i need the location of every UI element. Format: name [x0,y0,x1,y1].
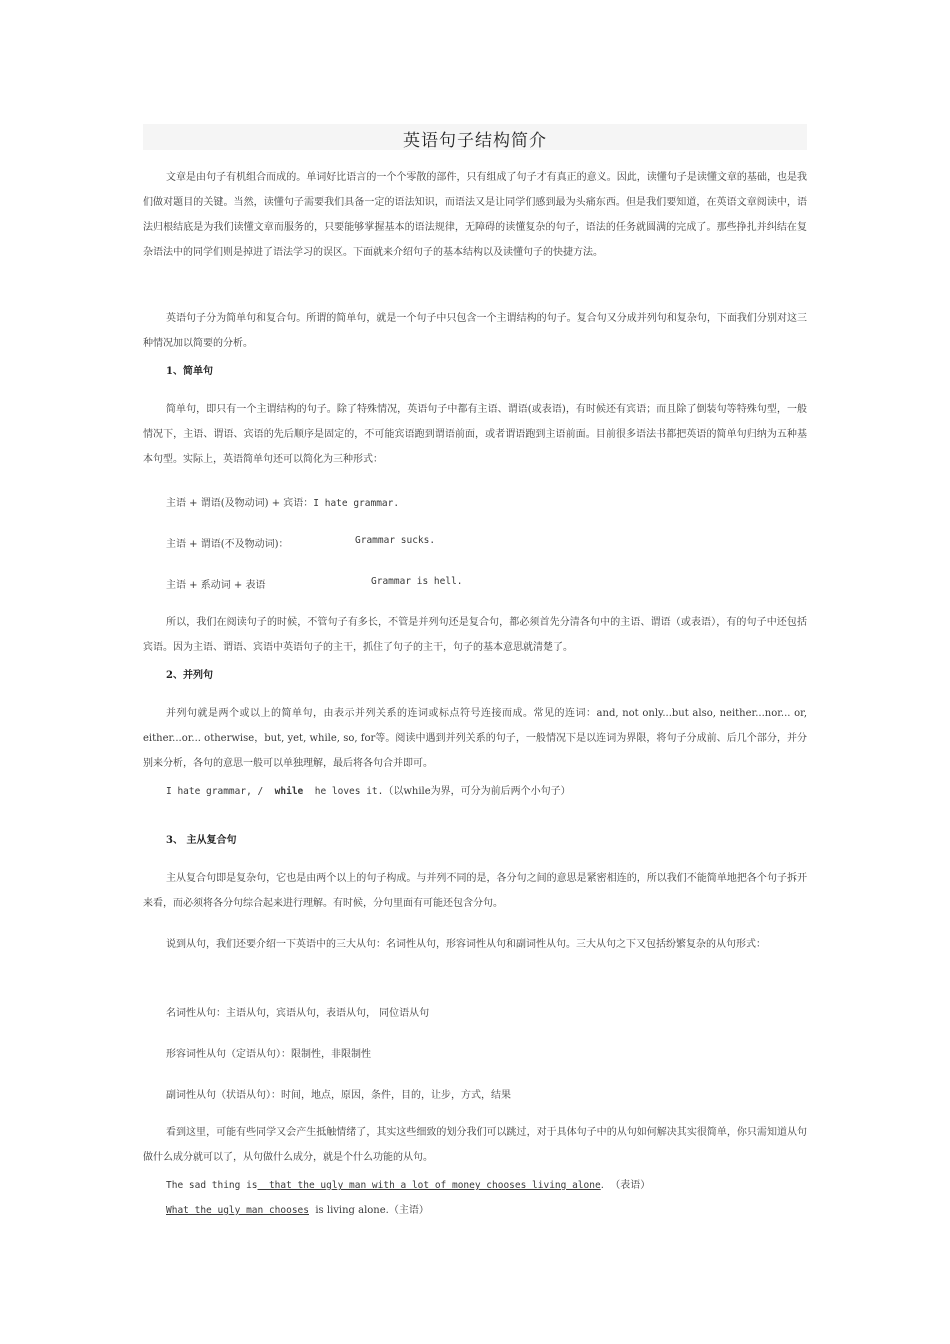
example-conjunction: while [274,786,304,797]
example-suffix: . （表语） [600,1180,651,1191]
form-example: Grammar sucks. [355,535,436,546]
simple-form-2 [166,535,436,550]
intro-paragraph-1: 文章是由句子有机组合而成的。单词好比语言的一个个零散的部件，只有组成了句子才有真正的意义。因此，读懂句子是读懂文章的基础，也是我们做对题目的关键。当然，读懂句子需要我们具备一定的语法知识，而语法又是让同学们感到最为头痛东西。但是我们要知道，在英语文章阅读中，语法归根结底是为我们读懂文章而服务的，只要能够掌握基本的语法规律，无障碍的读懂复杂的句子，语法的任务就圆满的完成了。那些挣扎并纠结在复杂语法中的同学们则是掉进了语法学习的误区。下面就来介绍句子的基本结构以及读懂句子的快捷方法。 [143,172,807,258]
form-label: 主语 + 系动词 + 表语 [166,580,266,591]
form-label: 主语 + 谓语(及物动词) + 宾语： [166,498,314,509]
example-prefix: The sad thing is [166,1180,258,1191]
example-part-b: he loves it. [303,786,384,797]
page-title: 英语句子结构简介 [403,131,547,151]
complex-example-2 [166,1201,429,1216]
complex-paragraph-3: 看到这里，可能有些同学又会产生抵触情绪了，其实这些细致的划分我们可以跳过，对于具体句子中的从句如何解决其实很简单，你只需知道从句做什么成分就可以了，从句做什么成分，就是个什么功能的从句。 [143,1127,807,1163]
clause-type-adjective: 形容词性从句（定语从句）：限制性，非限制性 [166,1049,371,1060]
form-example: Grammar is hell. [371,576,463,587]
complex-paragraph-2: 说到从句，我们还要介绍一下英语中的三大从句：名词性从句，形容词性从句和副词性从句。三大从句之下又包括纷繁复杂的从句形式： [166,939,766,950]
simple-paragraph-1: 简单句，即只有一个主谓结构的句子。除了特殊情况，英语句子中都有主语、谓语(或表语)，有时候还有宾语；而且除了倒装句等特殊句型，一般情况下，主语、谓语、宾语的先后顺序是固定的，不可能宾语跑到谓语前面，或者谓语跑到主语前面。目前很多语法书都把英语的简单句归纳为五种基本句型。实际上，英语简单句还可以简化为三种形式： [143,404,807,465]
simple-form-3 [166,576,463,591]
clause-type-noun: 名词性从句：主语从句，宾语从句，表语从句， 同位语从句 [166,1008,430,1019]
example-clause-underlined: that the ugly man with a lot of money chooses living alone [257,1180,601,1191]
form-example: I hate grammar. [313,498,400,509]
example-note: （以while为界，可分为前后两个小句子） [383,786,571,797]
compound-example [166,782,571,797]
example-part-a: I hate grammar, / [166,786,275,797]
compound-paragraph-1: 并列句就是两个或以上的简单句，由表示并列关系的连词或标点符号连接而成。常见的连词：and, not only...but also, neither...nor... or, either...or... otherwise，but, yet, while, so, for等。阅读中遇到并列关系的句子，一般情况下是以连词为界限，将句子分成前、后几个部分，并分别来分析，各句的意思一般可以单独理解，最后将各句合并即可。 [143,708,807,769]
simple-paragraph-2: 所以，我们在阅读句子的时候，不管句子有多长，不管是并列句还是复合句，都必须首先分清各句中的主语、谓语（或表语），有的句子中还包括宾语。因为主语、谓语、宾语中英语句子的主干，抓住了句子的主干，句子的基本意思就清楚了。 [143,617,807,653]
complex-paragraph-1: 主从复合句即是复杂句，它也是由两个以上的句子构成。与并列不同的是，各分句之间的意思是紧密相连的，所以我们不能简单地把各个句子拆开来看，而必须将各分句综合起来进行理解。有时候，分句里面有可能还包含分句。 [143,873,807,909]
heading-compound-sentence: 2、并列句 [166,670,213,681]
complex-example-1 [166,1176,650,1191]
simple-form-1 [166,494,399,509]
heading-complex-sentence: 3、 主从复合句 [166,835,237,846]
intro-paragraph-2: 英语句子分为简单句和复合句。所谓的简单句，就是一个句子中只包含一个主谓结构的句子。复合句又分成并列句和复杂句，下面我们分别对这三种情况加以简要的分析。 [143,313,807,349]
example-suffix: is living alone.（主语） [309,1205,429,1216]
heading-simple-sentence: 1、简单句 [166,366,213,377]
form-label: 主语 + 谓语(不及物动词)： [166,539,289,550]
clause-type-adverb: 副词性从句（状语从句）：时间，地点，原因，条件，目的，让步，方式，结果 [166,1090,511,1101]
example-clause-underlined: What the ugly man chooses [166,1205,309,1216]
